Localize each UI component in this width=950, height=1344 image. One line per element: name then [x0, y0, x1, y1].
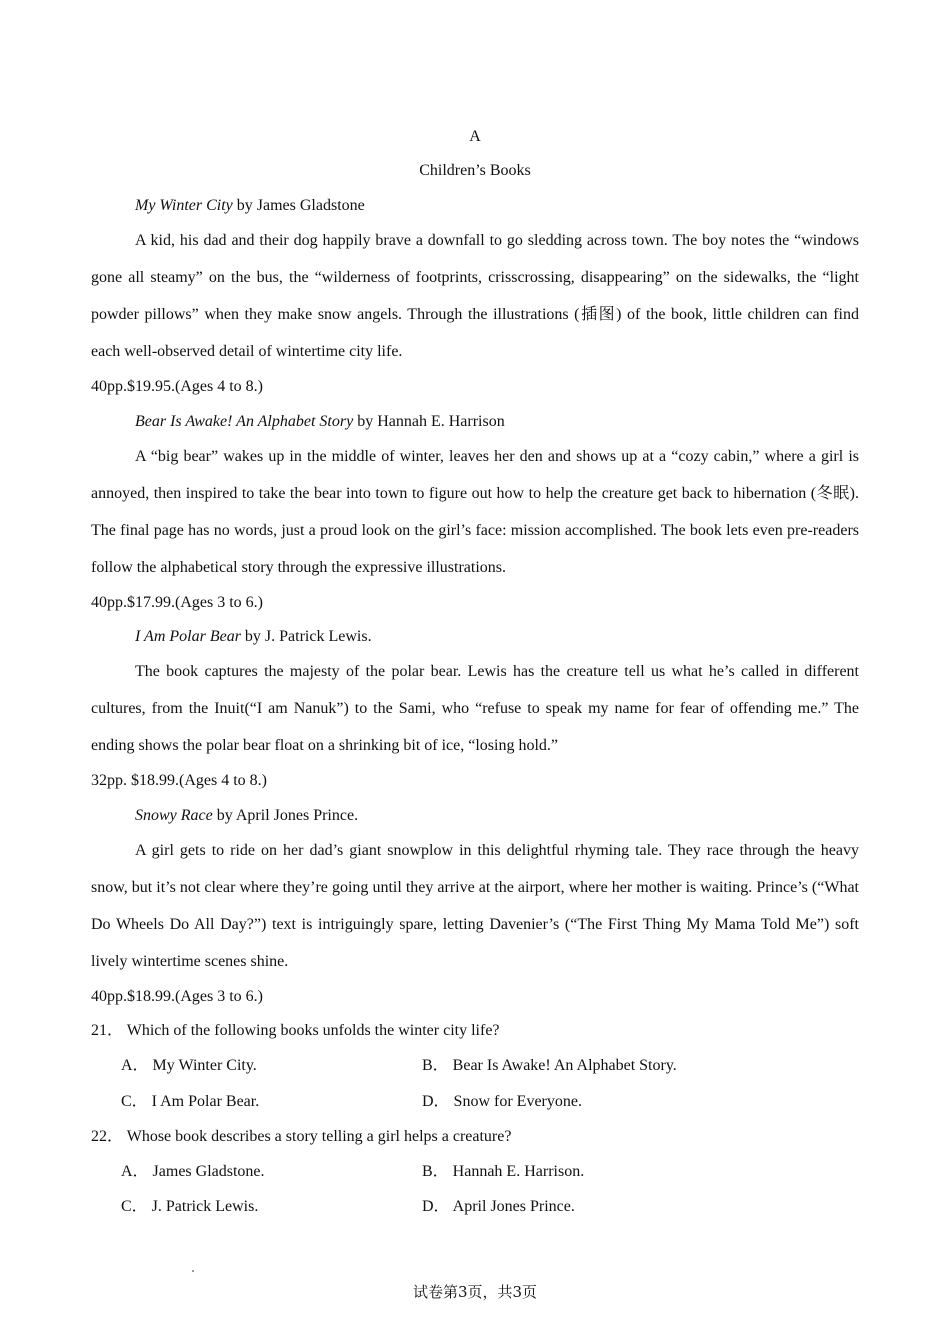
book-title: My Winter City [135, 197, 233, 214]
book-byline: by April Jones Prince. [212, 807, 359, 824]
book-title: I Am Polar Bear [135, 628, 241, 645]
book-heading [91, 627, 372, 647]
option-d[interactable]: D． April Jones Prince. [422, 1198, 575, 1215]
option-c[interactable]: C． J. Patrick Lewis. [121, 1198, 259, 1215]
book-info: 40pp.$17.99.(Ages 3 to 6.) [91, 594, 263, 611]
book-byline: by J. Patrick Lewis. [240, 628, 372, 645]
book-description: A kid, his dad and their dog happily brave a downfall to go sledding across town. The boy notes the “windows gone all steamy” on the bus, the “wilderness of footprints, crisscrossing, disappearing” on the sidewalks, the “light powder pillows” when they make snow angels. Through the illustrations (插图) of the book, little children can find each well-observed detail of wintertime city life. [91, 232, 859, 360]
option-b[interactable]: B． Bear Is Awake! An Alphabet Story. [422, 1057, 677, 1074]
option-a[interactable]: A． James Gladstone. [121, 1163, 265, 1180]
book-heading [91, 806, 358, 826]
book-info: 40pp.$18.99.(Ages 3 to 6.) [91, 988, 263, 1005]
book-title: Snowy Race [135, 807, 213, 824]
book-description: The book captures the majesty of the polar bear. Lewis has the creature tell us what he’s called in different cultures, from the Inuit(“I am Nanuk”) to the Sami, who “refuse to speak my name for fear of offending me.” The ending shows the polar bear float on a shrinking bit of ice, “losing hold.” [91, 663, 859, 754]
book-info: 32pp. $18.99.(Ages 4 to 8.) [91, 772, 267, 789]
option-c[interactable]: C． I Am Polar Bear. [121, 1093, 260, 1110]
book-info: 40pp.$19.95.(Ages 4 to 8.) [91, 378, 263, 395]
book-heading [91, 412, 505, 432]
option-b[interactable]: B． Hannah E. Harrison. [422, 1163, 585, 1180]
book-description: A girl gets to ride on her dad’s giant snowplow in this delightful rhyming tale. They race through the heavy snow, but it’s not clear where they’re going until they arrive at the airport, where her mother is waiting. Prince’s (“What Do Wheels Do All Day?”) text is intriguingly spare, letting Davenier’s (“The First Thing My Mama Told Me”) soft lively wintertime scenes shine. [91, 842, 859, 970]
question-stem: 21． Which of the following books unfolds the winter city life? [91, 1022, 500, 1039]
section-title: Children’s Books [419, 162, 531, 179]
book-heading [91, 196, 365, 216]
stray-mark [192, 1270, 194, 1272]
section-letter: A [469, 128, 481, 145]
book-description: A “big bear” wakes up in the middle of winter, leaves her den and shows up at a “cozy cabin,” where a girl is annoyed, then inspired to take the bear into town to figure out how to help the creature get back to hibernation (冬眠). The final page has no words, just a proud look on the girl’s face: mission accomplished. The book lets even pre-readers follow the alphabetical story through the expressive illustrations. [91, 448, 859, 576]
question-stem: 22． Whose book describes a story telling a girl helps a creature? [91, 1128, 512, 1145]
page-footer: 试卷第3页，共3页 [412, 1283, 538, 1301]
book-title: Bear Is Awake! An Alphabet Story [135, 413, 354, 430]
option-d[interactable]: D． Snow for Everyone. [422, 1093, 582, 1110]
book-byline: by James Gladstone [232, 197, 365, 214]
option-a[interactable]: A． My Winter City. [121, 1057, 257, 1074]
book-byline: by Hannah E. Harrison [353, 413, 505, 430]
